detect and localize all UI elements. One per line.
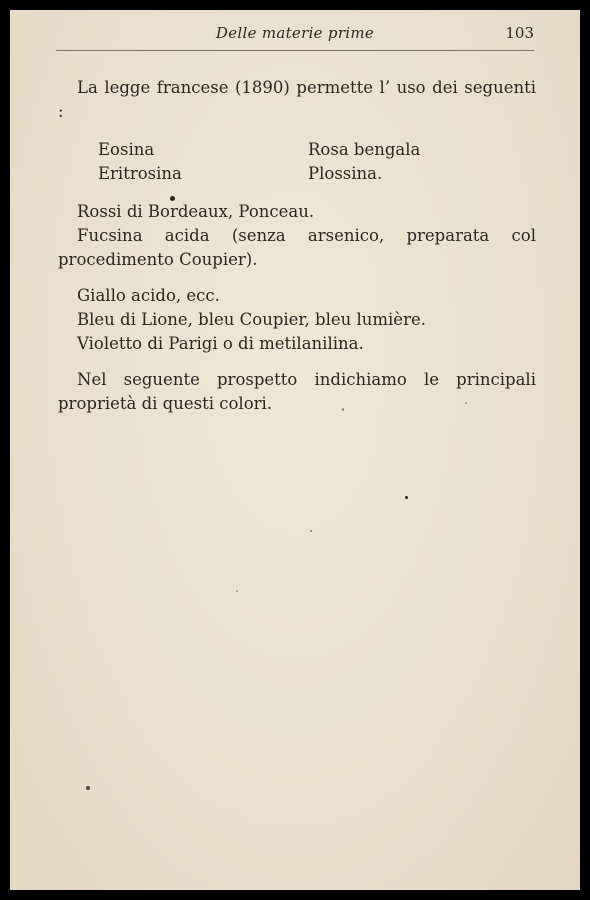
dye-line: Giallo acido, ecc. <box>77 286 220 305</box>
dye-line: Bleu di Lione, bleu Coupier, bleu lumière. <box>77 310 426 329</box>
dye-list-table <box>98 138 536 186</box>
page-header <box>56 24 534 51</box>
dye-cell: Plossina. <box>308 164 383 183</box>
page-body <box>58 76 536 416</box>
paper-speck <box>405 496 408 499</box>
paper-speck <box>236 590 238 592</box>
dye-cell: Rosa bengala <box>308 140 421 159</box>
dye-cell: Eritrosina <box>98 164 182 183</box>
dye-cell: Eosina <box>98 140 155 159</box>
paper-speck <box>342 408 344 411</box>
dye-line: Rossi di Bordeaux, Ponceau. <box>77 202 315 221</box>
dye-line: Fucsina acida (senza arsenico, preparata col procedimento Coupier). <box>58 226 536 269</box>
page-number: 103 <box>505 24 534 42</box>
intro-paragraph: La legge francese (1890) permette l’ uso dei seguenti : <box>58 78 536 121</box>
closing-paragraph: Nel seguente prospetto indichiamo le principali proprietà di questi colori. <box>58 370 536 413</box>
book-page <box>10 10 580 890</box>
paper-speck <box>310 530 312 532</box>
paper-speck <box>170 196 175 201</box>
paper-speck <box>86 786 90 790</box>
paper-speck <box>465 402 467 404</box>
dye-line: Violetto di Parigi o di metilanilina. <box>77 334 364 353</box>
running-title: Delle materie prime <box>215 24 375 42</box>
